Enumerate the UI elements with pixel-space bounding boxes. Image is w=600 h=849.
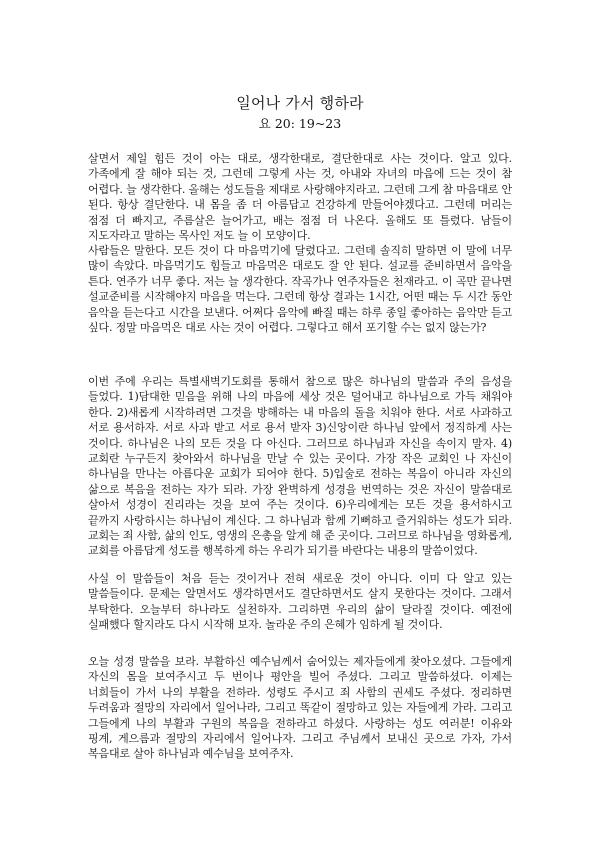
body-paragraph-5: 오늘 성경 말씀을 보라. 부활하신 예수님께서 숨어있는 제자들에게 찾아오셨다. 그들에게 자신의 몸을 보여주시고 두 번이나 평안을 빌어 주셨다. 그리고 말씀하셨다. 이제는 너희들이 가서 나의 부활을 전하라. 성령도 주시고 죄 사함의 권세도 주셨다. 정리하면 두려움과 절망의 자리에서 일어나라, 그리고 똑같이 절망하고 있는 자들에게 가라. 그리고 그들에게 나의 부활과 구원의 복음을 전하라고 하셨다. 사랑하는 성도 여러분! 이유와 핑계, 게으름과 절망의 자리에서 일어나자. 그리고 주님께서 보내신 곳으로 가자, 가서 복음대로 살아 하나님과 예수님을 보여주자. <box>88 655 512 761</box>
body-paragraph-2: 사람들은 말한다. 모든 것이 다 마음먹기에 달렸다고. 그런데 솔직히 말하면 이 말에 너무 많이 속았다. 마음먹기도 힘들고 마음먹은 대로도 잘 안 된다. 설교를 준비하면서 음악을 튼다. 연주가 너무 좋다. 저는 늘 생각한다. 작곡가나 연주자들은 천재라고. 이 곡만 끝나면 설교준비를 시작해야지 마음을 먹는다. 그런데 항상 결과는 1시간, 어떤 때는 두 시간 동안 음악을 듣는다고 시간을 보낸다. 어쩌다 음악에 빠질 때는 하루 종일 좋아하는 음악만 듣고 싶다. 정말 마음먹은 대로 사는 것이 어렵다. 그렇다고 해서 포기할 수는 없지 않는가? <box>88 244 512 335</box>
body-paragraph-4: 사실 이 말씀들이 처음 듣는 것이거나 전혀 새로운 것이 아니다. 이미 다 알고 있는 말씀들이다. 문제는 알면서도 생각하면서도 결단하면서도 살지 못한다는 것이다. 그래서 부탁한다. 오늘부터 하나라도 실천하자. 그리하면 우리의 삶이 달라질 것이다. 예전에 실패했다 할지라도 다시 시작해 보자. 놀라운 주의 은혜가 임하게 될 것이다. <box>88 572 512 632</box>
scripture-reference: 요 20: 19~23 <box>258 116 342 131</box>
body-paragraph-3: 이번 주에 우리는 특별새벽기도회를 통해서 참으로 많은 하나님의 말씀과 주의 음성을 들었다. 1)담대한 믿음을 위해 나의 마음에 세상 것은 덜어내고 하나님으로 가득 채워야 한다. 2)새롭게 시작하려면 그것을 방해하는 내 마음의 돌을 치워야 한다. 서로 사과하고 서로 용서하자. 서로 사과 받고 서로 용서 받자 3)신앙이란 하나님 앞에서 정직하게 사는 것이다. 하나님은 나의 모든 것을 다 아신다. 그러므로 하나님과 자신을 속이지 말자. 4)교회란 누구든지 찾아와서 하나님을 만날 수 있는 곳이다. 가장 작은 교회인 나 자신이 하나님을 만나는 아름다운 교회가 되어야 한다. 5)입술로 전하는 복음이 아니라 자신의 삶으로 복음을 전하는 자가 되라. 가장 완벽하게 성경을 번역하는 것은 자신이 말씀대로 살아서 성경이 진리라는 것을 보여 주는 것이다. 6)우리에게는 모든 것을 용서하시고 끝까지 사랑하시는 하나님이 계신다. 그 하나님과 함께 기뻐하고 즐거워하는 성도가 되라. 교회는 죄 사함, 삶의 인도, 영생의 은총을 알게 해 준 곳이다. 그러므로 하나님을 영화롭게, 교회를 아름답게 성도를 행복하게 하는 우리가 되기를 바란다는 내용의 말씀이었다. <box>88 375 512 558</box>
body-paragraph-1: 살면서 제일 힘든 것이 아는 대로, 생각한대로, 결단한대로 사는 것이다. 알고 있다. 가족에게 잘 해야 되는 것, 그런데 그렇게 사는 것, 아내와 자녀의 마음에 드는 것이 참 어렵다. 늘 생각한다. 올해는 성도들을 제대로 사랑해야지라고. 그런데 그게 참 마음대로 안 된다. 항상 결단한다. 내 몸을 좀 더 아름답고 건강하게 만들어야겠다고. 그런데 머리는 점점 더 빠지고, 주름살은 늘어가고, 배는 점점 더 나온다. 올해도 또 틀렸다. 남들이 지도자라고 말하는 목사인 저도 늘 이 모양이다. <box>88 152 512 243</box>
sermon-title: 일어나 가서 행하라 <box>236 94 364 112</box>
